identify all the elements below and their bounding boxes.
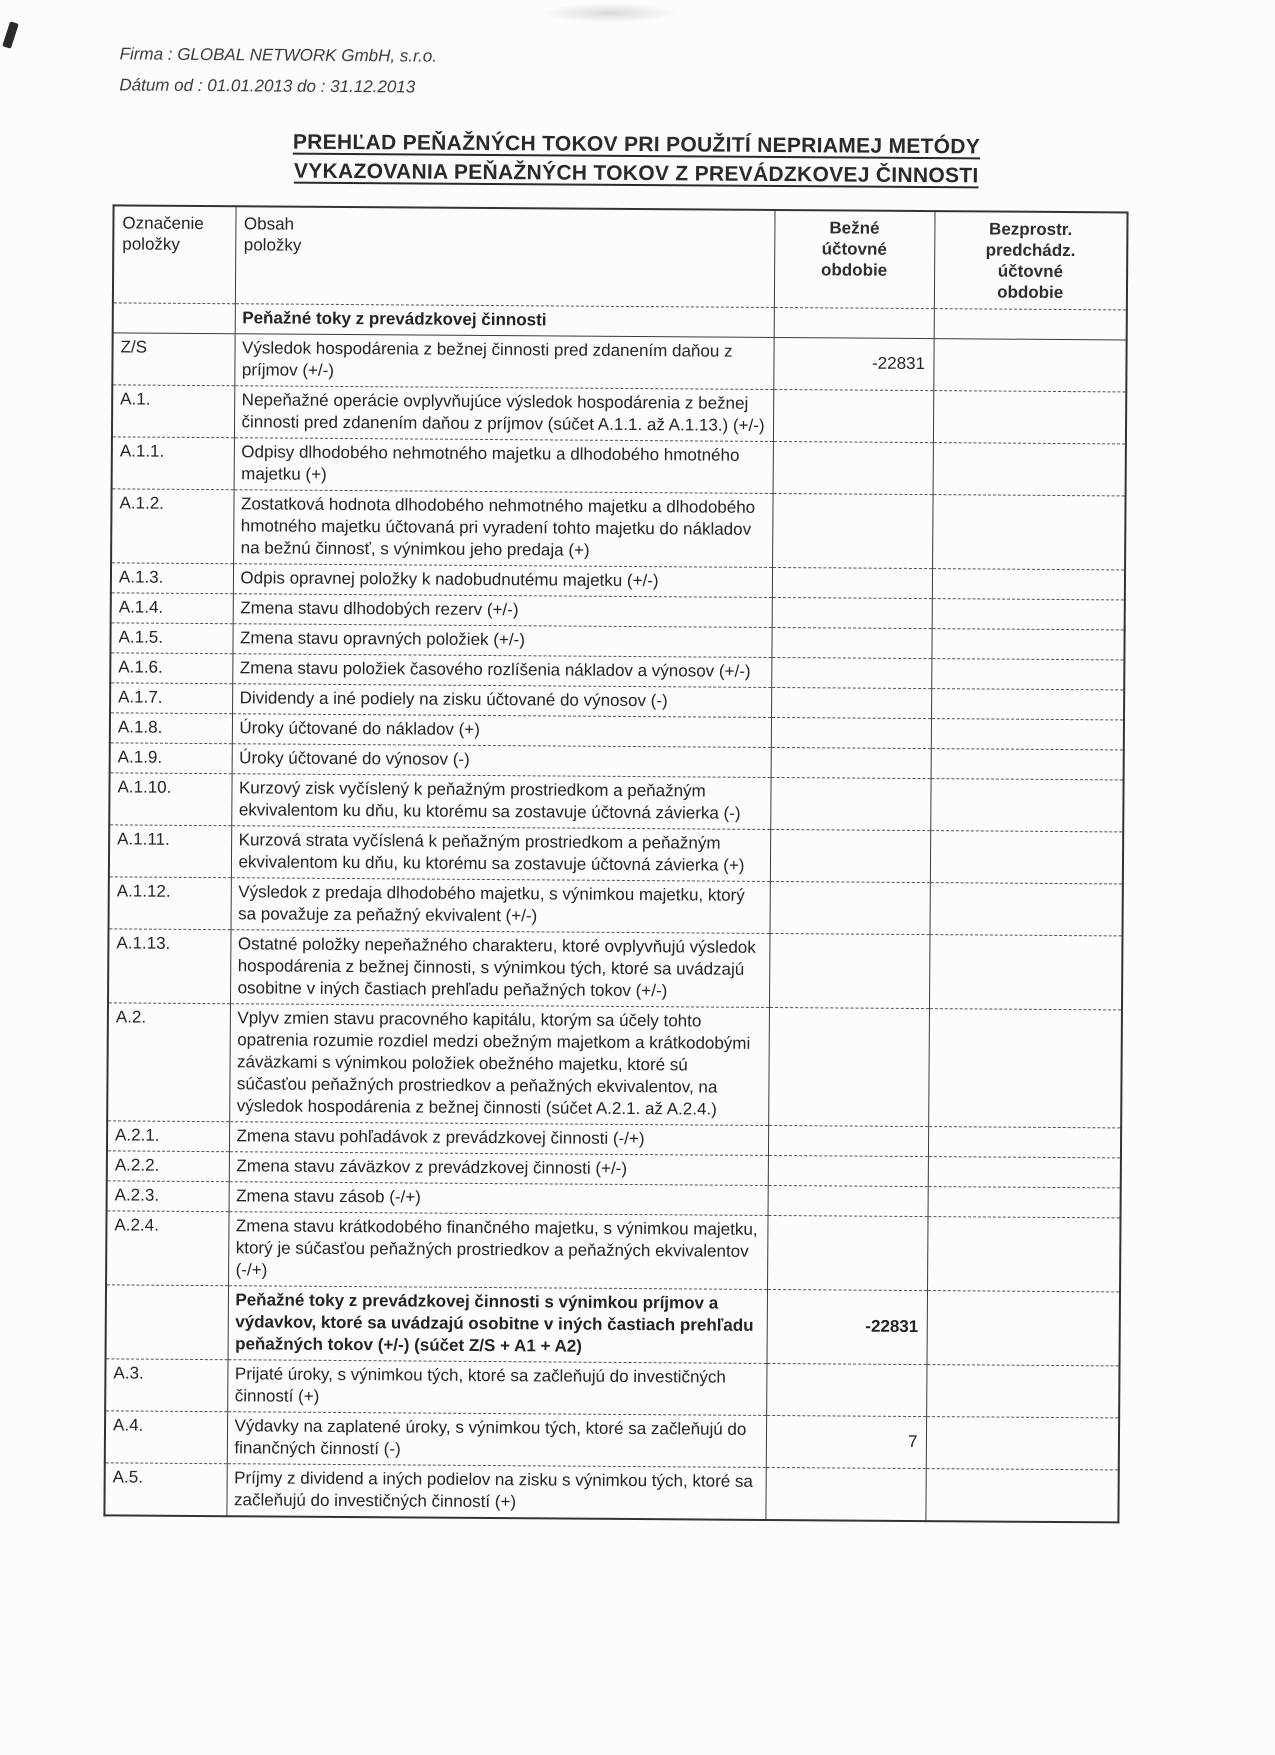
cell-code: A.2.2.	[107, 1151, 229, 1182]
cell-code: A.1.10.	[109, 773, 231, 826]
cell-previous	[931, 689, 1124, 720]
cell-text: Výdavky na zaplatené úroky, s výnimkou tých, ktoré sa začleňujú do finančných činností (-)	[227, 1412, 766, 1468]
cell-text: Výsledok hospodárenia z bežnej činnosti pred zdanením daňou z príjmov (+/-)	[234, 334, 773, 390]
cell-current	[773, 389, 933, 442]
col-header-item-content: Obsah položky	[235, 206, 775, 307]
cell-current	[771, 627, 931, 658]
cell-previous	[931, 719, 1124, 750]
cell-code: A.2.4.	[106, 1211, 229, 1286]
cell-code	[113, 303, 235, 334]
cell-code: A.1.12.	[109, 877, 231, 930]
cell-code: A.1.2.	[111, 489, 234, 564]
cashflow-table	[103, 204, 1128, 1523]
cell-previous	[931, 659, 1124, 690]
document-header	[0, 0, 1275, 108]
cell-current	[770, 881, 930, 934]
cell-text: Zmena stavu dlhodobých rezerv (+/-)	[233, 594, 772, 628]
cell-code: A.1.3.	[111, 563, 233, 594]
table-row	[104, 1463, 1118, 1523]
cell-current: 7	[766, 1415, 926, 1468]
cell-current	[773, 441, 933, 494]
table-row	[112, 385, 1126, 444]
cell-current	[768, 1185, 928, 1216]
col-header-previous-period: Bezprostr. predchádz. účtovné obdobie	[934, 211, 1128, 310]
cell-code: A.2.1.	[107, 1121, 229, 1152]
table-row	[105, 1411, 1119, 1470]
table-row	[109, 877, 1123, 936]
cell-text: Peňažné toky z prevádzkovej činnosti	[235, 304, 774, 338]
cell-previous	[925, 1469, 1118, 1523]
cell-text: Dividendy a iné podiely na zisku účtované do výnosov (-)	[232, 684, 771, 718]
cell-current	[772, 493, 933, 568]
date-range-line: Dátum od : 01.01.2013 do : 31.12.2013	[119, 75, 416, 97]
cell-current	[771, 747, 931, 778]
cell-previous	[927, 1217, 1121, 1292]
cell-text: Ostatné položky nepeňažného charakteru, ktoré ovplyvňujú výsledok hospodárenia z bežnej činnosti, s výnimkou tých, ktoré sa uvádzajú osobitne v iných častiach prehľadu peňažných tokov (+/-)	[230, 930, 770, 1008]
table-row	[105, 1359, 1119, 1418]
cell-text: Úroky účtované do výnosov (-)	[232, 744, 771, 778]
cell-code: Z/S	[112, 333, 234, 386]
cell-text: Príjmy z dividend a iných podielov na zisku s výnimkou tých, ktoré sa začleňujú do investičných činností (+)	[226, 1464, 765, 1520]
cell-text: Zostatková hodnota dlhodobého nehmotného majetku a dlhodobého hmotného majetku účtovaná pri vyradení tohto majetku do nákladov na bežnú činnosť, s výnimkou jeho predaja (+)	[233, 490, 773, 568]
cell-previous	[930, 831, 1123, 884]
table-row	[112, 333, 1126, 392]
cell-text: Zmena stavu opravných položiek (+/-)	[232, 624, 771, 658]
cell-previous	[928, 1009, 1122, 1128]
cell-code: A.1.7.	[110, 683, 232, 714]
cell-previous	[933, 443, 1126, 496]
cell-code: A.1.13.	[108, 929, 231, 1004]
cell-current: -22831	[773, 337, 933, 390]
page-title-line2: VYKAZOVANIA PEŇAŽNÝCH TOKOV Z PREVÁDZKOVEJ ČINNOSTI	[293, 159, 979, 188]
cell-current	[768, 1125, 928, 1156]
col-header-current-period: Bežné účtovné obdobie	[774, 210, 935, 309]
cell-current	[768, 1007, 929, 1126]
cell-text: Vplyv zmien stavu pracovného kapitálu, ktorým sa účely tohto opatrenia rozumie rozdiel medzi obežným majetkom a krátkodobými záväzkami s výnimkou položiek obežného majetku, ktoré sú súčasťou peňažných prostriedkov a peňažných ekvivalentov, na výsledok hospodárenia z bežnej činnosti (súčet A.2.1. až A.2.4.)	[229, 1004, 769, 1126]
cell-current: -22831	[766, 1289, 927, 1364]
cell-previous	[932, 495, 1126, 570]
cell-code: A.2.3.	[107, 1181, 229, 1212]
cell-code: A.1.1.	[112, 437, 234, 490]
cell-text: Zmena stavu krátkodobého finančného majetku, s výnimkou majetku, ktorý je súčasťou peňažných prostriedkov a peňažných ekvivalentov (-/+)	[228, 1212, 768, 1290]
cell-code: A.1.8.	[110, 713, 232, 744]
cell-previous	[930, 779, 1123, 832]
table-body	[104, 303, 1126, 1523]
cell-current	[765, 1467, 925, 1521]
cell-previous	[926, 1365, 1119, 1418]
cell-current	[774, 307, 934, 338]
cell-previous	[933, 339, 1126, 392]
cell-current	[768, 1155, 928, 1186]
cell-text: Zmena stavu položiek časového rozlíšenia nákladov a výnosov (+/-)	[232, 654, 771, 688]
cell-text: Odpisy dlhodobého nehmotného majetku a dlhodobého hmotného majetku (+)	[234, 438, 773, 494]
table-row	[108, 929, 1122, 1010]
cell-code: A.1.	[112, 385, 234, 438]
cell-previous	[934, 309, 1127, 340]
table-row	[109, 773, 1123, 832]
cell-previous	[926, 1417, 1119, 1470]
cell-text: Zmena stavu záväzkov z prevádzkovej činnosti (+/-)	[229, 1152, 768, 1186]
table-row	[109, 825, 1123, 884]
cell-previous	[932, 569, 1125, 600]
cell-text: Nepeňažné operácie ovplyvňujúce výsledok hospodárenia z bežnej činnosti pred zdanením daňou z príjmov (súčet A.1.1. až A.1.13.) (+/-)	[234, 386, 773, 442]
page-title-line1: PREHĽAD PEŇAŽNÝCH TOKOV PRI POUŽITÍ NEPRIAMEJ METÓDY	[292, 130, 981, 159]
cell-previous	[928, 1187, 1121, 1218]
cell-text: Odpis opravnej položky k nadobudnutému majetku (+/-)	[233, 564, 772, 598]
cell-text: Prijaté úroky, s výnimkou tých, ktoré sa začleňujú do investičných činností (+)	[227, 1360, 766, 1416]
cell-text: Zmena stavu pohľadávok z prevádzkovej činnosti (-/+)	[229, 1122, 768, 1156]
cell-previous	[928, 1127, 1121, 1158]
cell-previous	[931, 749, 1124, 780]
cell-current	[769, 933, 930, 1008]
cell-code: A.3.	[105, 1359, 227, 1412]
cell-current	[771, 717, 931, 748]
cell-code: A.1.6.	[110, 653, 232, 684]
cell-current	[771, 687, 931, 718]
cell-text: Kurzový zisk vyčíslený k peňažným prostriedkom a peňažným ekvivalentom ku dňu, ku ktorému sa zostavuje účtovná závierka (-)	[231, 774, 770, 830]
cell-current	[770, 777, 930, 830]
table-row	[111, 489, 1125, 570]
cell-current	[766, 1363, 926, 1416]
cell-previous	[926, 1291, 1120, 1366]
table-header-row	[113, 205, 1128, 310]
cell-current	[771, 657, 931, 688]
cell-current	[772, 597, 932, 628]
cell-text: Kurzová strata vyčíslená k peňažným prostriedkom a peňažným ekvivalentom ku dňu, ku ktorému sa zostavuje účtovná závierka (+)	[231, 826, 770, 882]
cell-code: A.1.4.	[111, 593, 233, 624]
cell-previous	[933, 391, 1126, 444]
cell-current	[770, 829, 930, 882]
cell-current	[767, 1215, 928, 1290]
cell-previous	[928, 1157, 1121, 1188]
cell-text: Peňažné toky z prevádzkovej činnosti s výnimkou príjmov a výdavkov, ktoré sa uvádzajú osobitne v iných častiach prehľadu peňažných tokov (+/-) (súčet Z/S + A1 + A2)	[228, 1286, 768, 1364]
table-row	[106, 1211, 1120, 1292]
cell-previous	[929, 935, 1123, 1010]
cell-text: Zmena stavu zásob (-/+)	[229, 1182, 768, 1216]
cell-code: A.1.5.	[110, 623, 232, 654]
cell-code: A.1.11.	[109, 825, 231, 878]
cell-previous	[931, 629, 1124, 660]
page-title	[39, 126, 1234, 192]
cell-code: A.2.	[107, 1003, 230, 1122]
table-row	[106, 1285, 1120, 1366]
col-header-item-code: Označenie položky	[113, 205, 236, 303]
cell-text: Výsledok z predaja dlhodobého majetku, s výnimkou majetku, ktorý sa považuje za peňažný ekvivalent (+/-)	[231, 878, 770, 934]
cell-code: A.4.	[105, 1411, 227, 1464]
cell-current	[772, 567, 932, 598]
cell-previous	[932, 599, 1125, 630]
table-row	[112, 437, 1126, 496]
cell-code	[106, 1285, 229, 1360]
cell-code: A.5.	[104, 1463, 226, 1516]
cell-code: A.1.9.	[110, 743, 232, 774]
cell-text: Úroky účtované do nákladov (+)	[232, 714, 771, 748]
cell-previous	[929, 883, 1122, 936]
table-row	[107, 1003, 1122, 1128]
firm-line: Firma : GLOBAL NETWORK GmbH, s.r.o.	[119, 44, 438, 66]
